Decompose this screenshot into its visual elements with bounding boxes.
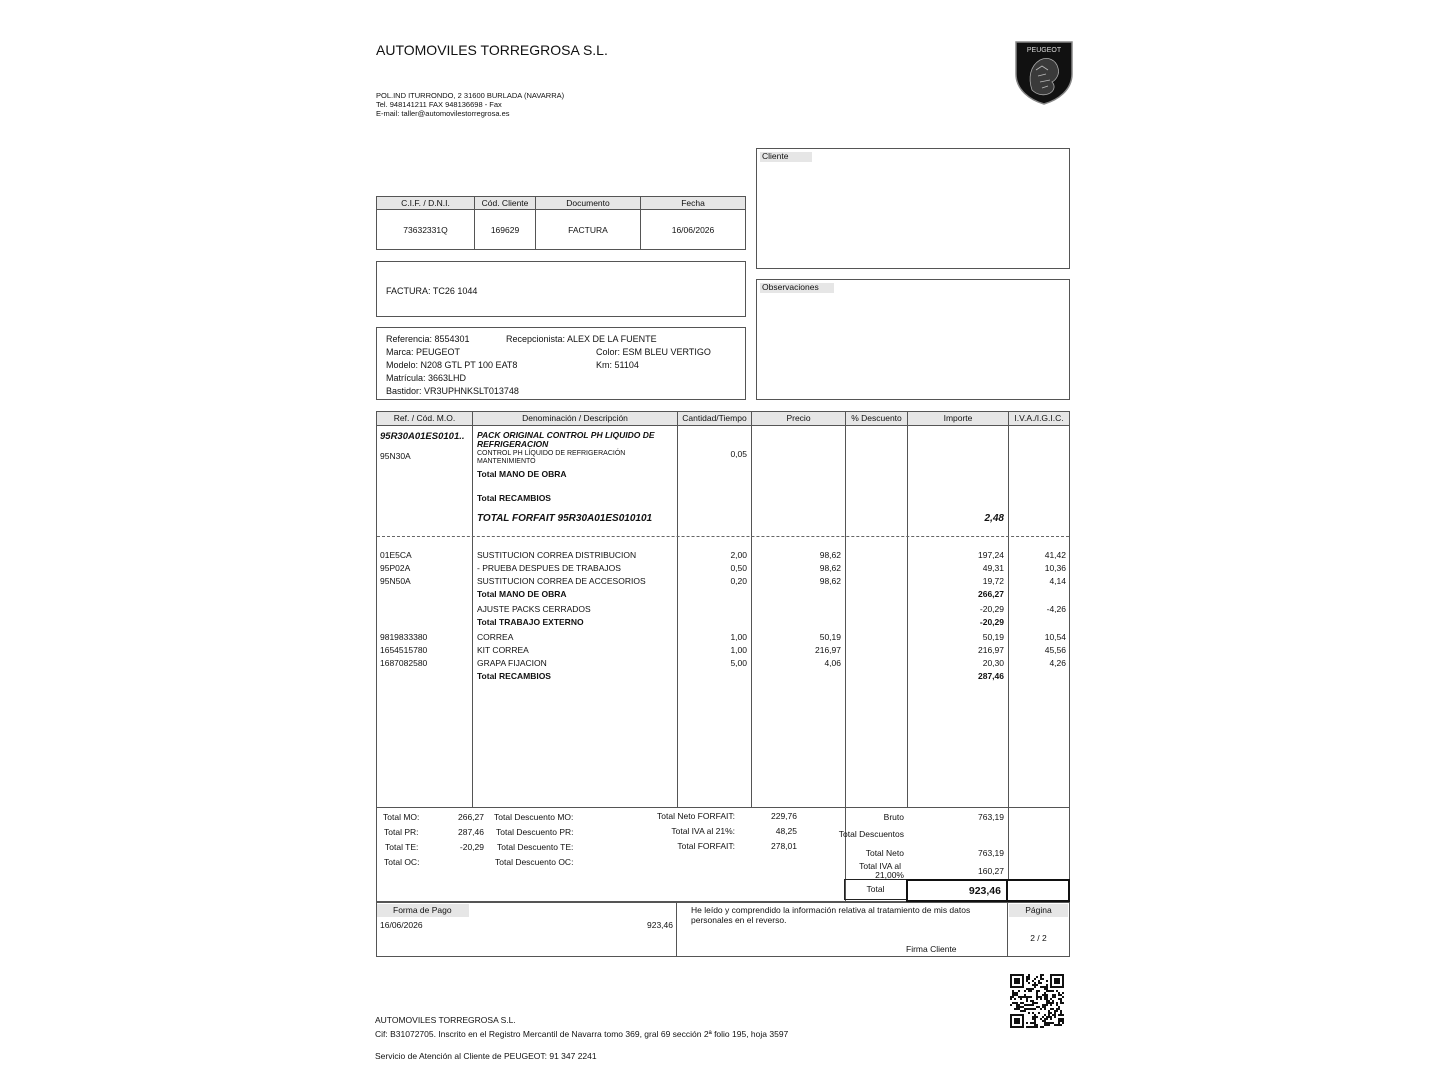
vehicle-color: Color: ESM BLEU VERTIGO (596, 347, 711, 357)
row-description: Total RECAMBIOS (477, 671, 551, 681)
client-box (756, 148, 1070, 269)
neto-forfait-label: Total Neto FORFAIT: (657, 811, 735, 821)
qr-code (1010, 974, 1064, 1028)
client-label: Cliente (760, 152, 812, 162)
footer-company: AUTOMOVILES TORREGROSA S.L. (375, 1015, 516, 1025)
bruto-label: Bruto (883, 812, 904, 822)
iva-header: I.V.A./I.G.I.C. (1009, 412, 1069, 425)
client-code-value: 169629 (490, 225, 520, 235)
row-amount: 19,72 (982, 576, 1004, 586)
company-address: POL.IND ITURRONDO, 2 31600 BURLADA (NAVARRA) (376, 91, 565, 100)
price-header: Precio (752, 412, 845, 425)
forfait-ref: 95R30A01ES0101.. (380, 432, 465, 442)
forfait-value: 278,01 (771, 841, 797, 851)
iva-forfait-label: Total IVA al 21%: (671, 826, 735, 836)
cif-value: 73632331Q (403, 225, 448, 235)
row-iva: -4,26 (1046, 604, 1066, 614)
vehicle-receptionist: Recepcionista: ALEX DE LA FUENTE (506, 334, 657, 344)
row-price: 50,19 (819, 632, 841, 642)
invoice-number: FACTURA: TC26 1044 (386, 286, 478, 296)
client-code-header: Cód. Cliente (475, 197, 535, 209)
forfait-sub-ref: 95N30A (380, 451, 411, 461)
iva-forfait-value: 48,25 (775, 826, 797, 836)
discount-mo-label: Total Descuento MO: (494, 812, 574, 822)
vehicle-km: Km: 51104 (596, 360, 639, 370)
cif-header: C.I.F. / D.N.I. (377, 197, 474, 209)
page-label: Página (1009, 904, 1068, 917)
row-description: SUSTITUCION CORREA DISTRIBUCION (477, 550, 637, 560)
row-description: GRAPA FIJACION (477, 658, 547, 668)
row-amount: 197,24 (978, 550, 1004, 560)
document-header: Documento (536, 197, 640, 209)
date-header: Fecha (641, 197, 745, 209)
row-ref: 01E5CA (380, 550, 412, 560)
total-te-label: Total TE: (385, 842, 419, 852)
row-iva: 4,26 (1049, 658, 1066, 668)
total-te-value: -20,29 (459, 842, 484, 852)
row-quantity: 1,00 (730, 632, 747, 642)
row-amount: 266,27 (978, 589, 1004, 599)
payment-amount: 923,46 (647, 920, 673, 930)
forfait-title-2: REFRIGERACION (477, 439, 549, 449)
row-amount: -20,29 (979, 617, 1004, 627)
discount-header: % Descuento (846, 412, 907, 425)
peugeot-logo (1012, 40, 1076, 106)
vehicle-reference: Referencia: 8554301 (386, 334, 470, 344)
vehicle-brand: Marca: PEUGEOT (386, 347, 461, 357)
neto-value: 763,19 (978, 848, 1004, 858)
privacy-text-1: He leído y comprendido la información relativa al tratamiento de mis datos (691, 905, 971, 915)
row-quantity: 1,00 (730, 645, 747, 655)
vehicle-box (376, 327, 746, 400)
row-quantity: 2,00 (730, 550, 747, 560)
row-quantity: 0,50 (730, 563, 747, 573)
bruto-value: 763,19 (978, 812, 1004, 822)
row-iva: 10,54 (1044, 632, 1066, 642)
forfait-total-mo: Total MANO DE OBRA (477, 469, 567, 479)
neto-forfait-value: 229,76 (771, 811, 797, 821)
date-value: 16/06/2026 (671, 225, 715, 235)
total-mo-label: Total MO: (383, 812, 420, 822)
logo-text: PEUGEOT (1026, 47, 1062, 54)
discounts-label: Total Descuentos (838, 829, 904, 839)
row-description: CORREA (477, 632, 514, 642)
row-ref: 1654515780 (380, 645, 428, 655)
row-iva: 10,36 (1044, 563, 1066, 573)
page-box (1007, 902, 1070, 957)
row-ref: 1687082580 (380, 658, 428, 668)
row-description: - PRUEBA DESPUES DE TRABAJOS (477, 563, 621, 573)
forfait-sub-qty: 0,05 (730, 449, 747, 459)
vehicle-model: Modelo: N208 GTL PT 100 EAT8 (386, 360, 518, 370)
vehicle-plate: Matrícula: 3663LHD (386, 373, 467, 383)
vehicle-vin: Bastidor: VR3UPHNKSLT013748 (386, 386, 519, 396)
ref-header: Ref. / Cód. M.O. (377, 412, 472, 425)
id-table (376, 196, 746, 250)
iva-label-1: Total IVA al (859, 861, 901, 871)
row-ref: 9819833380 (380, 632, 428, 642)
neto-label: Total Neto (865, 848, 904, 858)
row-description: SUSTITUCION CORREA DE ACCESORIOS (477, 576, 646, 586)
description-header: Denominación / Descripción (473, 412, 677, 425)
footer-service: Servicio de Atención al Cliente de PEUGEOT: 91 347 2241 (375, 1051, 597, 1061)
row-iva: 4,14 (1049, 576, 1066, 586)
discount-oc-label: Total Descuento OC: (495, 857, 574, 867)
forfait-sub-desc-2: MANTENIMIENTO (477, 458, 536, 465)
forfait-total-recambios: Total RECAMBIOS (477, 493, 551, 503)
total-mo-value: 266,27 (458, 812, 484, 822)
forfait-total-amount: 2,48 (984, 513, 1004, 524)
row-price: 216,97 (815, 645, 841, 655)
privacy-box (676, 902, 1008, 957)
row-price: 98,62 (819, 576, 841, 586)
line-rows (377, 412, 1069, 807)
total-label: Total (866, 884, 885, 894)
row-amount: 20,30 (982, 658, 1004, 668)
row-ref: 95N50A (380, 576, 411, 586)
company-name: AUTOMOVILES TORREGROSA S.L. (376, 42, 608, 58)
row-price: 98,62 (819, 563, 841, 573)
company-email: E-mail: taller@automovilestorregrosa.es (376, 109, 510, 118)
row-amount: 216,97 (978, 645, 1004, 655)
privacy-text-2: personales en el reverso. (691, 915, 787, 925)
total-amount-cell (906, 879, 1070, 902)
payment-label: Forma de Pago (377, 904, 469, 917)
payment-box (376, 902, 677, 957)
iva-label-2: 21,00% (875, 870, 904, 880)
signature-label: Firma Cliente (906, 944, 957, 954)
page-number: 2 / 2 (1030, 933, 1047, 943)
row-amount: 287,46 (978, 671, 1004, 681)
row-ref: 95P02A (380, 563, 411, 573)
total-pr-label: Total PR: (384, 827, 419, 837)
forfait-title-1: PACK ORIGINAL CONTROL PH LIQUIDO DE (477, 430, 655, 440)
observations-label: Observaciones (760, 283, 834, 293)
forfait-label: Total FORFAIT: (677, 841, 735, 851)
row-amount: 50,19 (982, 632, 1004, 642)
iva-value: 160,27 (978, 866, 1004, 876)
row-iva: 45,56 (1044, 645, 1066, 655)
total-label-cell (844, 879, 907, 900)
footer-registry: Cif: B31072705. Inscrito en el Registro Mercantil de Navarra tomo 369, gral 69 sección 2ª folio 195, hoja 3597 (375, 1029, 789, 1039)
payment-date: 16/06/2026 (380, 920, 423, 930)
invoice-box (376, 261, 746, 317)
document-value: FACTURA (568, 225, 608, 235)
row-amount: 49,31 (982, 563, 1004, 573)
lines-table (376, 411, 1070, 808)
forfait-total: TOTAL FORFAIT 95R30A01ES010101 (477, 513, 653, 524)
row-iva: 41,42 (1044, 550, 1066, 560)
amount-header: Importe (908, 412, 1008, 425)
row-price: 4,06 (824, 658, 841, 668)
row-amount: -20,29 (979, 604, 1004, 614)
total-oc-label: Total OC: (384, 857, 420, 867)
discount-pr-label: Total Descuento PR: (496, 827, 574, 837)
row-quantity: 5,00 (730, 658, 747, 668)
observations-box (756, 279, 1070, 400)
row-quantity: 0,20 (730, 576, 747, 586)
total-pr-value: 287,46 (458, 827, 484, 837)
row-description: KIT CORREA (477, 645, 529, 655)
row-description: AJUSTE PACKS CERRADOS (477, 604, 591, 614)
row-description: Total TRABAJO EXTERNO (477, 617, 584, 627)
discount-te-label: Total Descuento TE: (497, 842, 574, 852)
forfait-sub-desc-1: CONTROL PH LÍQUIDO DE REFRIGERACIÓN (477, 450, 626, 457)
row-description: Total MANO DE OBRA (477, 589, 567, 599)
quantity-header: Cantidad/Tiempo (678, 412, 751, 425)
total-value: 923,46 (968, 885, 1001, 897)
company-phone: Tel. 948141211 FAX 948136698 - Fax (376, 100, 502, 109)
row-price: 98,62 (819, 550, 841, 560)
